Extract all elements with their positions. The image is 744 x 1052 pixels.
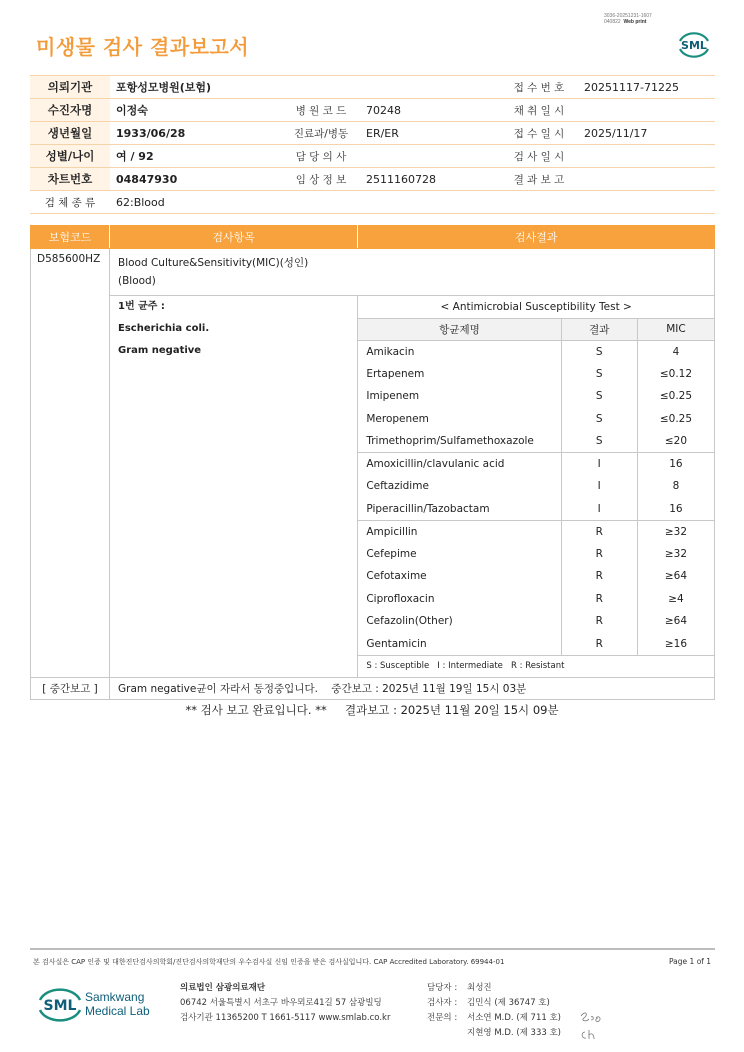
insurance-code: D585600HZ — [31, 249, 110, 678]
header-test-result: 검사결과 — [358, 226, 715, 249]
staff-role — [427, 1026, 467, 1041]
page-number: Page 1 of 1 — [669, 957, 712, 966]
info-value: 여 / 92 — [110, 145, 282, 168]
info-label: 수진자명 — [30, 99, 110, 122]
info-value: 이정숙 — [110, 99, 282, 122]
ast-result: R — [561, 565, 637, 588]
ast-mic: ≥64 — [637, 565, 714, 588]
ast-row — [358, 453, 714, 476]
ast-result: R — [561, 610, 637, 633]
ast-drug: Cefotaxime — [366, 570, 427, 583]
info-label: 검 사 일 시 — [500, 145, 578, 168]
ast-result: R — [561, 588, 637, 611]
ast-result: I — [561, 475, 637, 498]
organization-info — [180, 981, 390, 1026]
ast-drug: Cefepime — [366, 547, 417, 560]
ast-row — [358, 408, 714, 431]
ast-row — [358, 588, 714, 611]
organism-row — [31, 296, 715, 678]
ast-row — [358, 340, 714, 363]
info-label: 진료과/병동 — [282, 122, 360, 145]
signature-icon — [577, 1008, 607, 1042]
ast-row — [358, 543, 714, 566]
org-contact: 검사기관 11365200 T 1661-5117 www.smlab.co.kr — [180, 1013, 391, 1023]
ast-result: S — [561, 340, 637, 363]
document-code — [604, 13, 652, 25]
ast-mic: 16 — [637, 498, 714, 521]
staff-name: 김민식 (제 36747 호) — [467, 998, 550, 1008]
ast-mic: ≤0.25 — [637, 408, 714, 431]
interim-text: Gram negative균이 자라서 동정중입니다. 중간보고 : 2025년 11월 19일 15시 03분 — [109, 678, 714, 700]
info-value: 2511160728 — [360, 168, 500, 191]
header-insurance-code: 보험코드 — [31, 226, 110, 249]
ast-mic: ≥32 — [637, 520, 714, 543]
ast-row — [358, 498, 714, 521]
info-label: 병 원 코 드 — [282, 99, 360, 122]
ast-result: S — [561, 363, 637, 386]
logo-name-line2: Medical Lab — [85, 1004, 150, 1018]
result-table — [30, 225, 715, 700]
info-value: 포항성모병원(보험) — [110, 76, 282, 99]
staff-role: 전문의 : — [427, 1013, 458, 1023]
ast-drug: Ampicillin — [358, 520, 561, 543]
staff-row — [427, 981, 561, 996]
doc-code-line1: 3036-20251231-1607 — [604, 13, 652, 19]
ast-legend: S : Susceptible I : Intermediate R : Resistant — [358, 655, 714, 677]
ast-result: R — [561, 520, 637, 543]
staff-row — [427, 1011, 561, 1026]
staff-role: 검사자 : — [427, 998, 458, 1008]
ast-drug: Imipenem — [366, 390, 420, 403]
ast-result: I — [561, 498, 637, 521]
test-row — [31, 249, 715, 296]
info-value: 20251117-71225 — [578, 76, 715, 99]
info-row — [30, 76, 715, 99]
ast-drug: Meropenem — [366, 412, 429, 425]
test-name: Blood Culture&Sensitivity(MIC)(성인) — [117, 257, 309, 269]
organism-name: Escherichia coli. — [117, 323, 210, 334]
ast-header-mic: MIC — [637, 318, 714, 340]
gram-stain: Gram negative — [117, 345, 202, 356]
accreditation-note: 본 검사실은 CAP 인증 및 대한진단검사의학회/진단검사의학재단의 우수검사실 신임 인증을 받은 검사실입니다. CAP Accredited Laboratory. 69944-01 — [33, 958, 505, 966]
ast-result: S — [561, 408, 637, 431]
ast-mic: ≤20 — [637, 430, 714, 453]
ast-result: R — [561, 633, 637, 656]
ast-drug: Amikacin — [366, 345, 415, 358]
ast-header-row — [358, 318, 714, 340]
ast-drug: Piperacillin/Tazobactam — [366, 502, 490, 515]
ast-drug: Amoxicillin/clavulanic acid — [358, 453, 561, 476]
logo-name-line1: Samkwang — [85, 990, 145, 1004]
ast-row — [358, 475, 714, 498]
info-value: 70248 — [360, 99, 500, 122]
info-label: 성별/나이 — [30, 145, 110, 168]
staff-role: 담당자 : — [427, 983, 458, 993]
ast-mic: ≥16 — [637, 633, 714, 656]
ast-result: R — [561, 543, 637, 566]
ast-drug: Gentamicin — [366, 637, 427, 650]
ast-result: S — [561, 430, 637, 453]
print-label: Web print — [623, 19, 647, 25]
staff-list — [427, 981, 561, 1041]
footer-divider — [30, 948, 715, 950]
footer-logo-text: SML — [43, 998, 77, 1014]
staff-name: 지현영 M.D. (제 333 호) — [467, 1028, 562, 1038]
doc-code-line2: 040822 — [604, 19, 621, 25]
ast-table — [358, 296, 714, 677]
info-label — [282, 76, 360, 99]
specimen-type: (Blood) — [117, 275, 156, 287]
info-label: 채 취 일 시 — [500, 99, 578, 122]
interim-row — [31, 678, 715, 700]
organism-label: 1번 균주 : — [117, 301, 165, 312]
specimen-row — [30, 191, 715, 214]
ast-result: S — [561, 385, 637, 408]
info-label: 차트번호 — [30, 168, 110, 191]
logo-text: SML — [681, 39, 707, 52]
samkwang-logo-icon — [37, 982, 157, 1026]
info-row — [30, 99, 715, 122]
ast-drug: Cefazolin(Other) — [366, 615, 453, 628]
ast-drug: Trimethoprim/Sulfamethoxazole — [366, 435, 534, 447]
specimen-label: 검 체 종 류 — [30, 191, 110, 214]
info-value: 04847930 — [110, 168, 282, 191]
info-label: 의뢰기관 — [30, 76, 110, 99]
info-row — [30, 122, 715, 145]
report-complete-notice: ** 검사 보고 완료입니다. ** 결과보고 : 2025년 11월 20일 15시 09분 — [185, 703, 559, 717]
result-table-header — [31, 226, 715, 249]
info-label: 접 수 번 호 — [500, 76, 578, 99]
header-test-item: 검사항목 — [109, 226, 357, 249]
ast-row — [358, 520, 714, 543]
staff-name: 서소연 M.D. (제 711 호) — [467, 1013, 562, 1023]
ast-drug: Ertapenem — [366, 367, 425, 380]
ast-mic: ≥32 — [637, 543, 714, 566]
ast-row — [358, 565, 714, 588]
ast-mic: 8 — [637, 475, 714, 498]
org-name: 의료법인 삼광의료재단 — [180, 983, 266, 993]
ast-header-result: 결과 — [561, 318, 637, 340]
info-value — [578, 145, 715, 168]
info-value — [578, 168, 715, 191]
ast-row — [358, 363, 714, 386]
staff-row — [427, 996, 561, 1011]
ast-mic: ≤0.25 — [637, 385, 714, 408]
ast-title: < Antimicrobial Susceptibility Test > — [358, 296, 714, 318]
ast-mic: ≤0.12 — [637, 363, 714, 386]
info-label: 임 상 정 보 — [282, 168, 360, 191]
info-value — [360, 145, 500, 168]
info-value — [360, 76, 500, 99]
ast-mic: ≥64 — [637, 610, 714, 633]
ast-row — [358, 610, 714, 633]
specimen-value: 62:Blood — [110, 191, 715, 214]
info-value: ER/ER — [360, 122, 500, 145]
info-row — [30, 168, 715, 191]
ast-row — [358, 633, 714, 656]
info-label: 생년월일 — [30, 122, 110, 145]
ast-mic: 4 — [637, 340, 714, 363]
info-label: 결 과 보 고 — [500, 168, 578, 191]
ast-mic: ≥4 — [637, 588, 714, 611]
ast-drug: Ceftazidime — [366, 480, 429, 493]
ast-row — [358, 430, 714, 453]
info-value — [578, 99, 715, 122]
patient-info-table — [30, 75, 715, 214]
staff-row — [427, 1026, 561, 1041]
ast-drug: Ciprofloxacin — [366, 592, 435, 605]
info-value: 1933/06/28 — [110, 122, 282, 145]
sml-logo-icon — [676, 27, 712, 61]
interim-label: [ 중간보고 ] — [31, 678, 110, 700]
org-address: 06742 서울특별시 서초구 바우뫼로41길 57 삼광빌딩 — [180, 998, 382, 1008]
ast-result: I — [561, 453, 637, 476]
info-row — [30, 145, 715, 168]
page-title: 미생물 검사 결과보고서 — [36, 35, 250, 59]
info-label: 접 수 일 시 — [500, 122, 578, 145]
info-value: 2025/11/17 — [578, 122, 715, 145]
ast-row — [358, 385, 714, 408]
ast-header-drug: 항균제명 — [358, 318, 561, 340]
staff-name: 최성진 — [467, 983, 492, 993]
info-label: 담 당 의 사 — [282, 145, 360, 168]
ast-mic: 16 — [637, 453, 714, 476]
